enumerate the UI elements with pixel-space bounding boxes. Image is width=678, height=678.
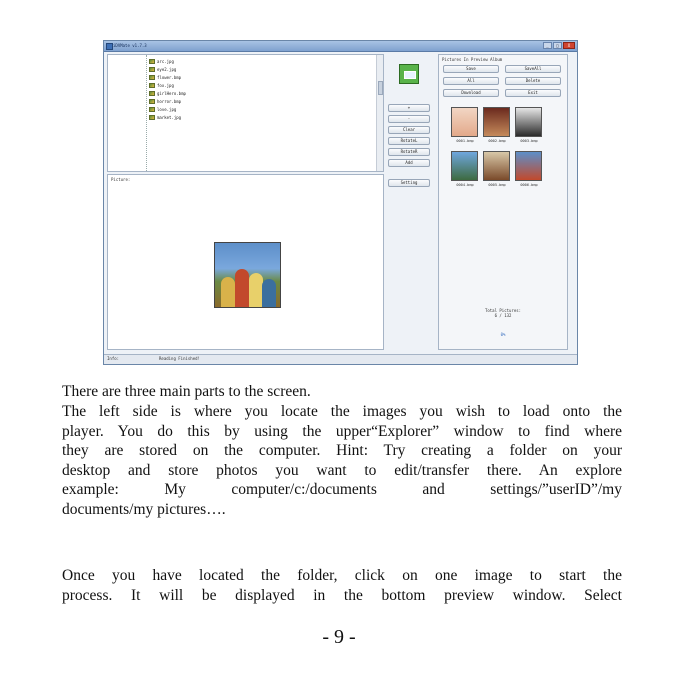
image-file-icon: [149, 83, 155, 88]
save-all-button[interactable]: SaveAll: [505, 65, 561, 73]
zoom-in-button[interactable]: +: [388, 104, 430, 112]
file-item[interactable]: market.jpg: [149, 114, 186, 122]
total-count: 6 / 132: [494, 313, 512, 318]
thumbnail[interactable]: [515, 107, 542, 137]
image-file-icon: [149, 67, 155, 72]
minimize-button[interactable]: _: [543, 42, 552, 49]
save-button[interactable]: Save: [443, 65, 499, 73]
image-file-icon: [149, 91, 155, 96]
rotate-right-button[interactable]: RotateR: [388, 148, 430, 156]
preview-pane: [107, 174, 384, 350]
all-button[interactable]: All: [443, 77, 499, 85]
add-button[interactable]: Add: [388, 159, 430, 167]
page-number: - 9 -: [322, 626, 356, 648]
thumbnail[interactable]: [483, 151, 510, 181]
explorer-pane[interactable]: [107, 54, 384, 172]
file-item[interactable]: horror.bmp: [149, 97, 186, 105]
thumbnail-label: 0005.bmp: [488, 183, 506, 187]
app-icon: [106, 43, 113, 50]
preview-paragraph: Once you have located the folder, click on one image to start the process. It will be displayed in the bottom preview window. Select: [62, 567, 622, 604]
preview-label: Picture:: [111, 177, 131, 182]
file-item[interactable]: eye2.jpg: [149, 65, 186, 73]
file-item[interactable]: fox.jpg: [149, 81, 186, 89]
explorer-scrollbar[interactable]: [376, 55, 383, 171]
status-bar: [104, 354, 577, 364]
window-title: iDVMate v1.7.3: [113, 43, 147, 48]
title-bar: [104, 41, 577, 52]
total-pictures: Total Pictures: 6 / 132: [439, 308, 567, 318]
thumbnail-label: 0004.bmp: [456, 183, 474, 187]
image-file-icon: [149, 75, 155, 80]
clear-button[interactable]: Clear: [388, 126, 430, 134]
thumbnail-label: 0002.bmp: [488, 139, 506, 143]
thumbnail[interactable]: [451, 151, 478, 181]
status-message: Reading Finished!: [159, 356, 200, 361]
intro-paragraph: There are three main parts to the screen.: [62, 383, 311, 400]
exit-button[interactable]: Exit: [505, 89, 561, 97]
setting-button[interactable]: Setting: [388, 179, 430, 187]
thumbnail[interactable]: [483, 107, 510, 137]
album-title: Pictures In Preview Album: [442, 57, 503, 62]
thumbnail[interactable]: [515, 151, 542, 181]
delete-button[interactable]: Delete: [505, 77, 561, 85]
thumbnail[interactable]: [451, 107, 478, 137]
image-file-icon: [149, 99, 155, 104]
picture-icon: [399, 64, 419, 84]
image-file-icon: [149, 115, 155, 120]
maximize-button[interactable]: □: [553, 42, 562, 49]
thumbnail-label: 0003.bmp: [520, 139, 538, 143]
preview-album: [438, 54, 568, 350]
explorer-paragraph: The left side is where you locate the images you wish to load onto the player. You do this by using the upper“Explorer” window to find where they are stored on the computer. Hint: Try creating a folder on your desktop and store photos you want to edit/transfer there. An explore example: My computer/c:/documents and settings/”userID”/my documents/my pictures….: [62, 403, 622, 518]
progress-percent: 0%: [500, 332, 506, 337]
zoom-out-button[interactable]: -: [388, 115, 430, 123]
download-button[interactable]: Download: [443, 89, 499, 97]
rotate-left-button[interactable]: RotateL: [388, 137, 430, 145]
image-file-icon: [149, 59, 155, 64]
close-button[interactable]: X: [563, 42, 575, 49]
file-list: [149, 57, 186, 122]
file-item[interactable]: love.jpg: [149, 106, 186, 114]
file-item[interactable]: flower.bmp: [149, 73, 186, 81]
file-item[interactable]: arc.jpg: [149, 57, 186, 65]
thumbnail-label: 0001.bmp: [456, 139, 474, 143]
file-item[interactable]: girlHero.bmp: [149, 89, 186, 97]
thumbnail-label: 0006.bmp: [520, 183, 538, 187]
status-label: Info:: [107, 356, 120, 361]
image-file-icon: [149, 107, 155, 112]
preview-photo: [214, 242, 281, 308]
app-window-screenshot: [103, 40, 578, 365]
